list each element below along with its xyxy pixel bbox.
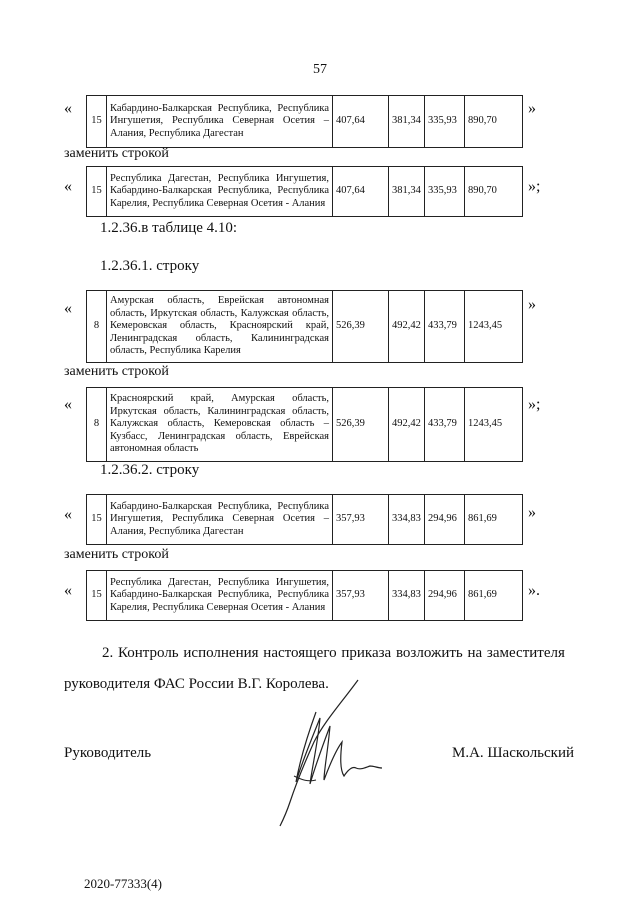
- document-code: 2020-77333(4): [84, 876, 162, 891]
- open-quote: «: [64, 396, 72, 413]
- table-row-4: [86, 387, 523, 462]
- value-cell-4: 1243,45: [465, 388, 523, 462]
- open-quote: «: [64, 582, 72, 599]
- value-cell-2: 381,34: [389, 167, 425, 217]
- row-number: 15: [87, 571, 107, 621]
- paragraph-line-2: руководителя ФАС России В.Г. Королева.: [64, 676, 329, 692]
- table-row-6: [86, 570, 523, 621]
- row-number: 15: [87, 495, 107, 545]
- row-number: 8: [87, 388, 107, 462]
- subsection-heading: 1.2.36.2. строку: [100, 462, 200, 478]
- region-cell: Красноярский край, Амурская область, Иркутская область, Калининградская область, Калужская область, Кемеровская область – Кузбасс, Ленинградская область, Еврейская автономная область: [107, 388, 333, 462]
- value-cell-2: 492,42: [389, 291, 425, 363]
- table-row-5: [86, 494, 523, 545]
- subsection-heading: 1.2.36.1. строку: [100, 258, 200, 274]
- value-cell-3: 294,96: [425, 495, 465, 545]
- open-quote: «: [64, 506, 72, 523]
- value-cell-3: 335,93: [425, 96, 465, 148]
- value-cell-4: 861,69: [465, 571, 523, 621]
- replace-text: заменить строкой: [64, 547, 169, 562]
- value-cell-4: 890,70: [465, 167, 523, 217]
- value-cell-1: 526,39: [333, 388, 389, 462]
- value-cell-2: 381,34: [389, 96, 425, 148]
- row-number: 15: [87, 167, 107, 217]
- close-quote: »: [528, 296, 536, 313]
- value-cell-3: 433,79: [425, 388, 465, 462]
- close-quote: ».: [528, 582, 540, 599]
- value-cell-2: 334,83: [389, 571, 425, 621]
- value-cell-1: 407,64: [333, 167, 389, 217]
- region-cell: Республика Дагестан, Республика Ингушетия, Кабардино-Балкарская Республика, Республика Карелия, Республика Северная Осетия - Алания: [107, 571, 333, 621]
- row-number: 8: [87, 291, 107, 363]
- region-cell: Кабардино-Балкарская Республика, Республика Ингушетия, Республика Северная Осетия – Алания, Республика Дагестан: [107, 495, 333, 545]
- region-cell: Кабардино-Балкарская Республика, Республика Ингушетия, Республика Северная Осетия – Алания, Республика Дагестан: [107, 96, 333, 148]
- signature-image: [262, 672, 392, 832]
- signer-name: М.А. Шаскольский: [452, 745, 575, 761]
- value-cell-4: 890,70: [465, 96, 523, 148]
- value-cell-3: 433,79: [425, 291, 465, 363]
- page-number: 57: [313, 62, 327, 77]
- replace-text: заменить строкой: [64, 364, 169, 379]
- value-cell-3: 335,93: [425, 167, 465, 217]
- replace-text: заменить строкой: [64, 146, 169, 161]
- open-quote: «: [64, 100, 72, 117]
- region-cell: Амурская область, Еврейская автономная область, Иркутская область, Калужская область, Кемеровская область, Красноярский край, Ленинградская область, Калининградская область, Республика Карелия: [107, 291, 333, 363]
- close-quote: »: [528, 100, 536, 117]
- signer-title: Руководитель: [64, 745, 152, 761]
- section-heading: 1.2.36.в таблице 4.10:: [100, 220, 238, 236]
- value-cell-4: 861,69: [465, 495, 523, 545]
- value-cell-1: 357,93: [333, 495, 389, 545]
- region-cell: Республика Дагестан, Республика Ингушетия, Кабардино-Балкарская Республика, Республика Карелия, Республика Северная Осетия - Алания: [107, 167, 333, 217]
- value-cell-4: 1243,45: [465, 291, 523, 363]
- value-cell-3: 294,96: [425, 571, 465, 621]
- open-quote: «: [64, 178, 72, 195]
- value-cell-1: 357,93: [333, 571, 389, 621]
- value-cell-2: 492,42: [389, 388, 425, 462]
- value-cell-2: 334,83: [389, 495, 425, 545]
- open-quote: «: [64, 300, 72, 317]
- close-quote: »: [528, 504, 536, 521]
- value-cell-1: 407,64: [333, 96, 389, 148]
- close-quote: »;: [528, 396, 541, 413]
- row-number: 15: [87, 96, 107, 148]
- value-cell-1: 526,39: [333, 291, 389, 363]
- close-quote: »;: [528, 178, 541, 195]
- table-row-1: [86, 95, 523, 148]
- table-row-2: [86, 166, 523, 217]
- table-row-3: [86, 290, 523, 363]
- paragraph-line-1: 2. Контроль исполнения настоящего приказа возложить на заместителя: [102, 645, 565, 661]
